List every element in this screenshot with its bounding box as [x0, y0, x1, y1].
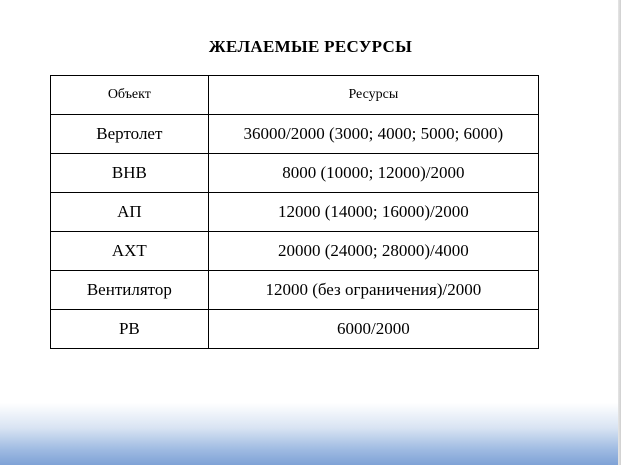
object-cell: Вентилятор: [51, 271, 209, 310]
resources-cell: 12000 (без ограничения)/2000: [208, 271, 538, 310]
resources-cell: 6000/2000: [208, 310, 538, 349]
object-cell: АХТ: [51, 232, 209, 271]
resources-cell: 20000 (24000; 28000)/4000: [208, 232, 538, 271]
resources-table: [50, 75, 539, 349]
bottom-gradient-band: [0, 403, 621, 465]
object-cell: АП: [51, 193, 209, 232]
table-row: [51, 310, 539, 349]
resources-cell: 36000/2000 (3000; 4000; 5000; 6000): [208, 115, 538, 154]
table-row: [51, 232, 539, 271]
table-row: [51, 115, 539, 154]
object-cell: РВ: [51, 310, 209, 349]
resources-cell: 12000 (14000; 16000)/2000: [208, 193, 538, 232]
column-header-object: Объект: [51, 76, 209, 115]
object-cell: ВНВ: [51, 154, 209, 193]
slide-title: ЖЕЛАЕМЫЕ РЕСУРСЫ: [208, 37, 413, 56]
resources-cell: 8000 (10000; 12000)/2000: [208, 154, 538, 193]
table-row: [51, 271, 539, 310]
column-header-resources: Ресурсы: [208, 76, 538, 115]
table-row: [51, 193, 539, 232]
table-header-row: [51, 76, 539, 115]
table-row: [51, 154, 539, 193]
object-cell: Вертолет: [51, 115, 209, 154]
